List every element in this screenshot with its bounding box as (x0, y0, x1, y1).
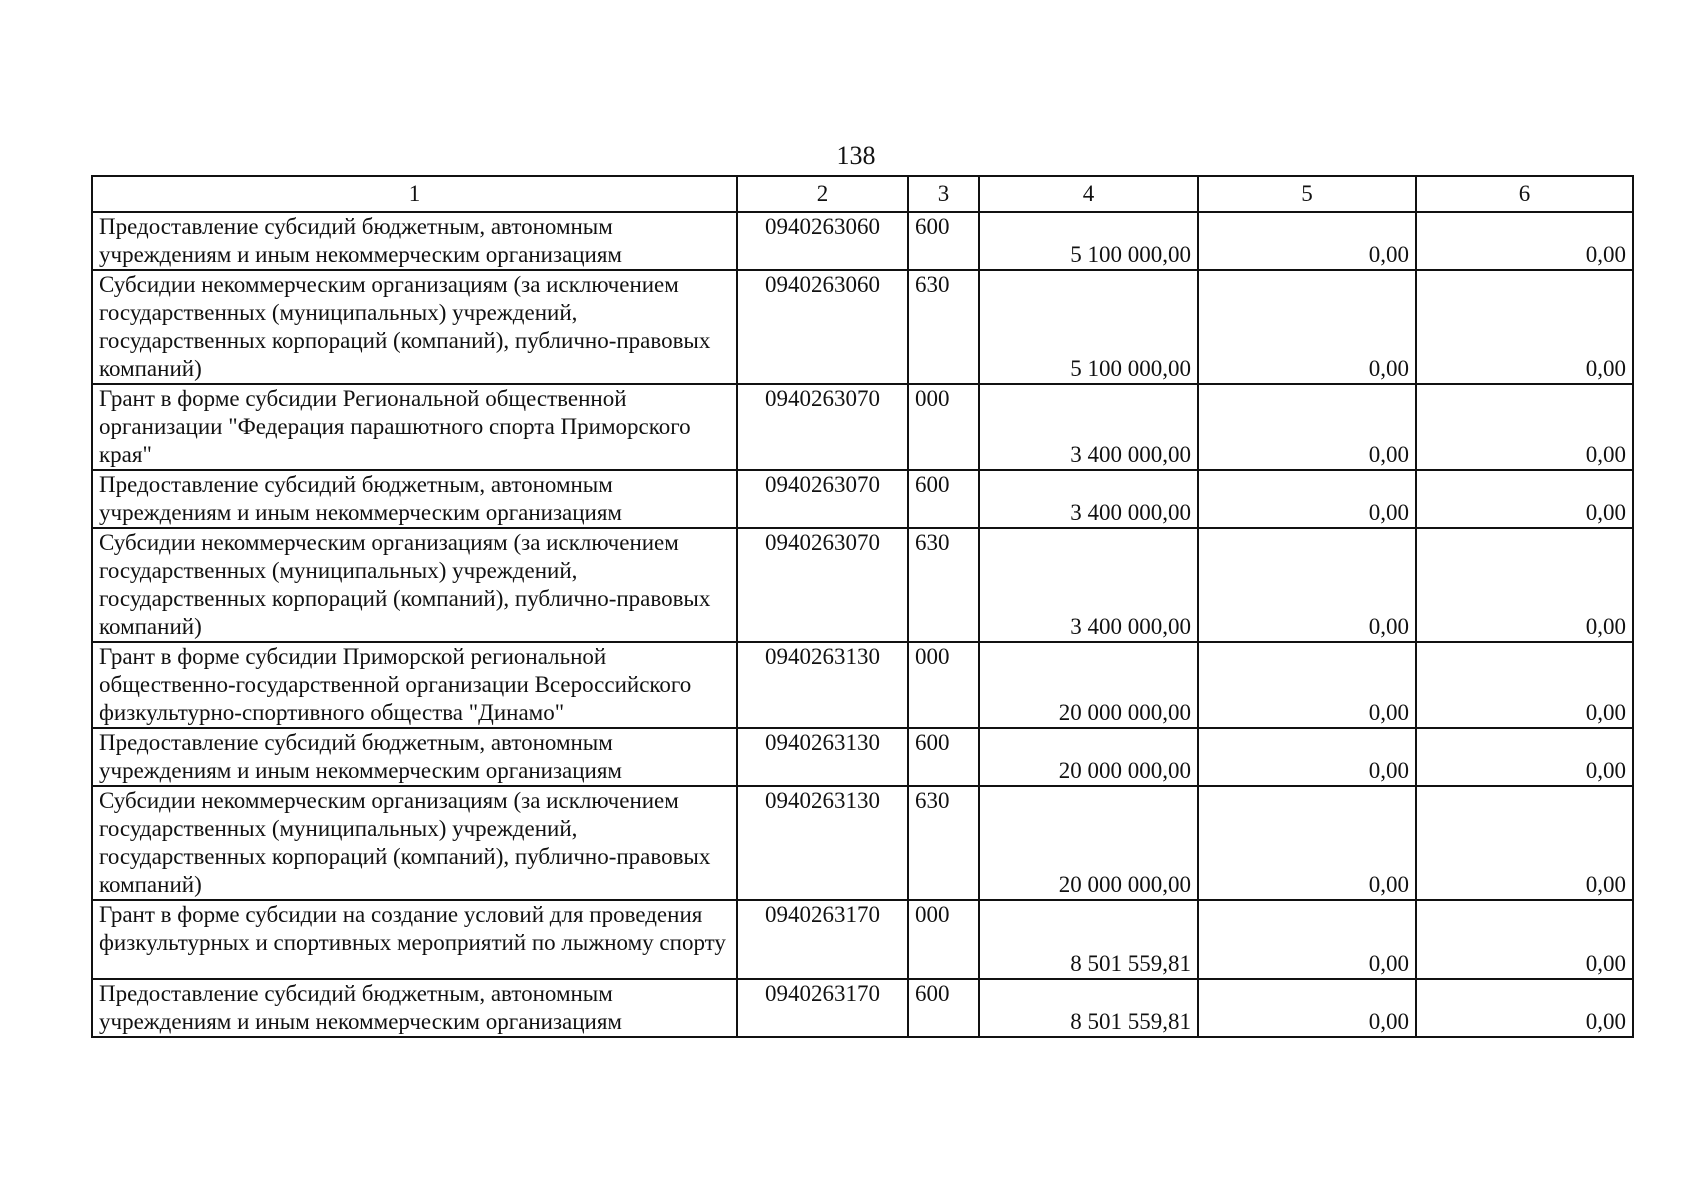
row-amount-cell: 20 000 000,00 (979, 786, 1198, 900)
table-row (92, 384, 1633, 470)
row-col6-cell: 0,00 (1416, 528, 1633, 642)
row-name-cell: Субсидии некоммерческим организациям (за исключением государственных (муниципальных) учреждений, государственных корпораций (компаний), публично-правовых компаний) (92, 786, 737, 900)
row-amount-cell: 20 000 000,00 (979, 642, 1198, 728)
row-code-cell: 0940263130 (737, 786, 908, 900)
row-type-cell: 000 (908, 384, 979, 470)
row-amount-cell: 8 501 559,81 (979, 979, 1198, 1037)
row-amount-cell: 3 400 000,00 (979, 528, 1198, 642)
row-type-cell: 600 (908, 728, 979, 786)
row-code-cell: 0940263060 (737, 212, 908, 270)
row-amount-cell: 3 400 000,00 (979, 470, 1198, 528)
row-col5-cell: 0,00 (1198, 212, 1416, 270)
row-name-cell: Предоставление субсидий бюджетным, автономным учреждениям и иным некоммерческим организациям (92, 212, 737, 270)
row-code-cell: 0940263170 (737, 979, 908, 1037)
row-name-cell: Субсидии некоммерческим организациям (за исключением государственных (муниципальных) учреждений, государственных корпораций (компаний), публично-правовых компаний) (92, 528, 737, 642)
row-name-cell: Предоставление субсидий бюджетным, автономным учреждениям и иным некоммерческим организациям (92, 470, 737, 528)
row-col6-cell: 0,00 (1416, 470, 1633, 528)
row-type-cell: 630 (908, 786, 979, 900)
row-type-cell: 600 (908, 470, 979, 528)
row-col6-cell: 0,00 (1416, 786, 1633, 900)
row-col6-cell: 0,00 (1416, 384, 1633, 470)
row-col5-cell: 0,00 (1198, 642, 1416, 728)
table-row (92, 528, 1633, 642)
row-col5-cell: 0,00 (1198, 786, 1416, 900)
table-row (92, 979, 1633, 1037)
table-row (92, 212, 1633, 270)
row-col6-cell: 0,00 (1416, 642, 1633, 728)
row-col6-cell: 0,00 (1416, 728, 1633, 786)
row-amount-cell: 5 100 000,00 (979, 212, 1198, 270)
row-type-cell: 000 (908, 900, 979, 979)
row-type-cell: 600 (908, 212, 979, 270)
table-row (92, 900, 1633, 979)
row-col6-cell: 0,00 (1416, 979, 1633, 1037)
row-col5-cell: 0,00 (1198, 470, 1416, 528)
row-name-cell: Грант в форме субсидии Региональной общественной организации "Федерация парашютного спорта Приморского края" (92, 384, 737, 470)
row-type-cell: 630 (908, 528, 979, 642)
row-code-cell: 0940263070 (737, 470, 908, 528)
row-name-cell: Грант в форме субсидии на создание условий для проведения физкультурных и спортивных мероприятий по лыжному спорту (92, 900, 737, 979)
row-col6-cell: 0,00 (1416, 270, 1633, 384)
row-col5-cell: 0,00 (1198, 979, 1416, 1037)
row-col5-cell: 0,00 (1198, 270, 1416, 384)
row-col6-cell: 0,00 (1416, 900, 1633, 979)
page-number: 138 (836, 141, 876, 170)
row-code-cell: 0940263070 (737, 528, 908, 642)
column-header: 4 (979, 176, 1198, 212)
column-header: 3 (908, 176, 979, 212)
table-row (92, 728, 1633, 786)
row-code-cell: 0940263130 (737, 642, 908, 728)
table-row (92, 470, 1633, 528)
row-type-cell: 630 (908, 270, 979, 384)
row-amount-cell: 3 400 000,00 (979, 384, 1198, 470)
row-code-cell: 0940263170 (737, 900, 908, 979)
row-col5-cell: 0,00 (1198, 900, 1416, 979)
row-name-cell: Грант в форме субсидии Приморской региональной общественно-государственной организации Всероссийского физкультурно-спортивного общества "Динамо" (92, 642, 737, 728)
row-name-cell: Субсидии некоммерческим организациям (за исключением государственных (муниципальных) учреждений, государственных корпораций (компаний), публично-правовых компаний) (92, 270, 737, 384)
table-row (92, 642, 1633, 728)
table-row (92, 786, 1633, 900)
column-header: 6 (1416, 176, 1633, 212)
column-header: 1 (92, 176, 737, 212)
row-name-cell: Предоставление субсидий бюджетным, автономным учреждениям и иным некоммерческим организациям (92, 979, 737, 1037)
column-header: 2 (737, 176, 908, 212)
row-type-cell: 600 (908, 979, 979, 1037)
table-row (92, 270, 1633, 384)
row-name-cell: Предоставление субсидий бюджетным, автономным учреждениям и иным некоммерческим организациям (92, 728, 737, 786)
row-col5-cell: 0,00 (1198, 728, 1416, 786)
row-code-cell: 0940263070 (737, 384, 908, 470)
budget-table (91, 175, 1634, 1038)
row-col5-cell: 0,00 (1198, 528, 1416, 642)
row-amount-cell: 5 100 000,00 (979, 270, 1198, 384)
row-amount-cell: 8 501 559,81 (979, 900, 1198, 979)
row-code-cell: 0940263060 (737, 270, 908, 384)
header-row (92, 176, 1633, 212)
row-amount-cell: 20 000 000,00 (979, 728, 1198, 786)
column-header: 5 (1198, 176, 1416, 212)
row-col5-cell: 0,00 (1198, 384, 1416, 470)
row-type-cell: 000 (908, 642, 979, 728)
row-code-cell: 0940263130 (737, 728, 908, 786)
row-col6-cell: 0,00 (1416, 212, 1633, 270)
